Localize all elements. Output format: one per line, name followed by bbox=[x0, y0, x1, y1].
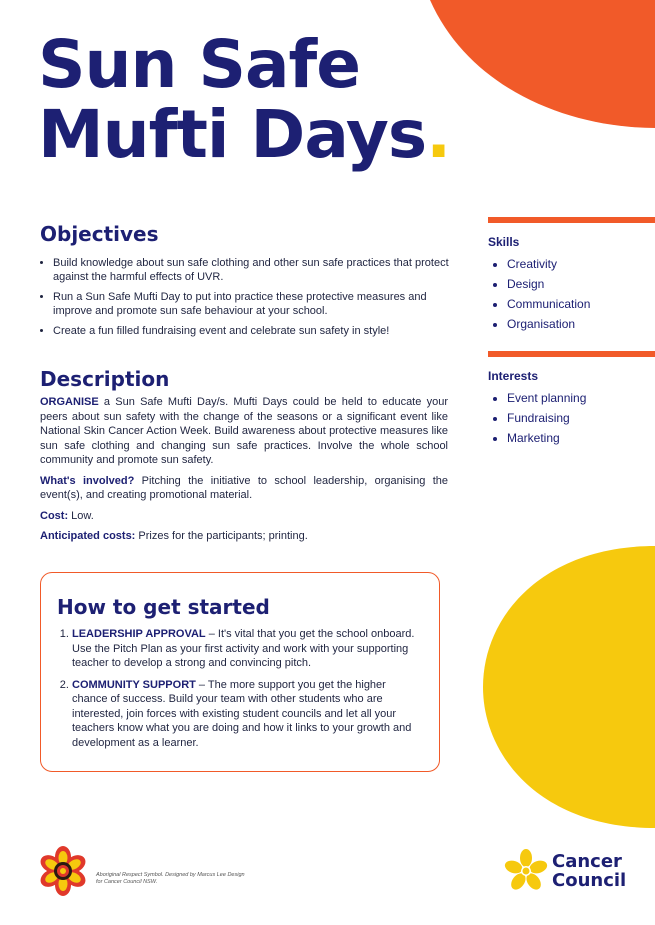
get-started-heading: How to get started bbox=[57, 595, 270, 619]
step-item bbox=[72, 678, 421, 751]
description-anticipated bbox=[40, 529, 448, 544]
interests-panel bbox=[488, 368, 648, 448]
description-heading: Description bbox=[40, 367, 170, 391]
description-intro bbox=[40, 395, 448, 468]
skills-list bbox=[488, 254, 648, 334]
skills-panel bbox=[488, 234, 648, 334]
skills-divider bbox=[488, 217, 655, 223]
logo-line-2: Council bbox=[552, 870, 627, 891]
step-text: – It's vital that you get the school onboard. Use the Pitch Plan as your first activity and work with your supporting teacher to develop a strong and convincing pitch. bbox=[72, 628, 415, 669]
interests-list bbox=[488, 388, 648, 448]
title-line-2: Mufti Days bbox=[38, 96, 427, 173]
description-cost bbox=[40, 509, 448, 524]
interest-item: • Fundraising bbox=[507, 408, 648, 428]
page-title bbox=[38, 26, 451, 173]
objectives-heading: Objectives bbox=[40, 222, 159, 246]
intro-text: a Sun Safe Mufti Day/s. Mufti Days could be held to educate your peers about sun safety with the change of the seasons or a significant event like National Skin Cancer Action Week. Build awareness about protective measures like sun safe clothing and changing sun safe practices. Involve the whole school community and promote sun safety. bbox=[40, 396, 448, 466]
aboriginal-respect-symbol-icon bbox=[38, 846, 88, 896]
intro-lead: ORGANISE bbox=[40, 396, 99, 408]
cancer-council-logo-text bbox=[552, 852, 626, 890]
get-started-steps bbox=[57, 627, 421, 750]
objective-item: • Run a Sun Safe Mufti Day to put into practice these protective measures and improve and promote sun safe behaviour at your school. bbox=[53, 290, 450, 318]
orange-quarter-circle-decoration bbox=[430, 0, 655, 128]
description-involved bbox=[40, 474, 448, 503]
involved-text: Pitching the initiative to school leadership, organising the event(s), and creating promotional material. bbox=[40, 474, 448, 501]
objective-item: • Create a fun filled fundraising event and celebrate sun safety in style! bbox=[53, 324, 450, 338]
interest-item: • Event planning bbox=[507, 388, 648, 408]
logo-line-1: Cancer bbox=[552, 851, 622, 872]
step-lead: LEADERSHIP APPROVAL bbox=[72, 628, 206, 640]
objectives-list bbox=[40, 256, 450, 338]
respect-symbol-credit: Aboriginal Respect Symbol. Designed by Marcus Lee Design for Cancer Council NSW. bbox=[96, 872, 245, 885]
step-text: – The more support you get the higher chance of success. Build your team with other students who are interested, join forces with existing student councils and let all your teachers know what you are doing and how it links to your growth and development as a learner. bbox=[72, 678, 412, 749]
interest-item: • Marketing bbox=[507, 428, 648, 448]
skill-item: • Organisation bbox=[507, 314, 648, 334]
skill-item: • Communication bbox=[507, 294, 648, 314]
skill-item: • Design bbox=[507, 274, 648, 294]
description-section bbox=[40, 367, 448, 550]
cost-text: Low. bbox=[68, 509, 94, 522]
cost-lead: Cost: bbox=[40, 509, 69, 522]
anticipated-text: Prizes for the participants; printing. bbox=[135, 530, 308, 542]
skills-heading: Skills bbox=[488, 235, 520, 249]
involved-lead: What's involved? bbox=[40, 474, 135, 487]
title-dot: . bbox=[426, 96, 451, 173]
step-item bbox=[72, 627, 421, 671]
interests-divider bbox=[488, 351, 655, 357]
step-lead: COMMUNITY SUPPORT bbox=[72, 678, 196, 691]
skill-item: • Creativity bbox=[507, 254, 648, 274]
daffodil-logo-icon bbox=[503, 848, 549, 894]
get-started-box bbox=[40, 572, 440, 772]
title-line-1: Sun Safe bbox=[38, 26, 361, 103]
interests-heading: Interests bbox=[488, 369, 539, 383]
yellow-semicircle-decoration bbox=[483, 546, 655, 828]
objectives-section bbox=[40, 222, 450, 344]
anticipated-lead: Anticipated costs: bbox=[40, 530, 136, 542]
objective-item: • Build knowledge about sun safe clothing and other sun safe practices that protect against the harmful effects of UVR. bbox=[53, 256, 450, 284]
